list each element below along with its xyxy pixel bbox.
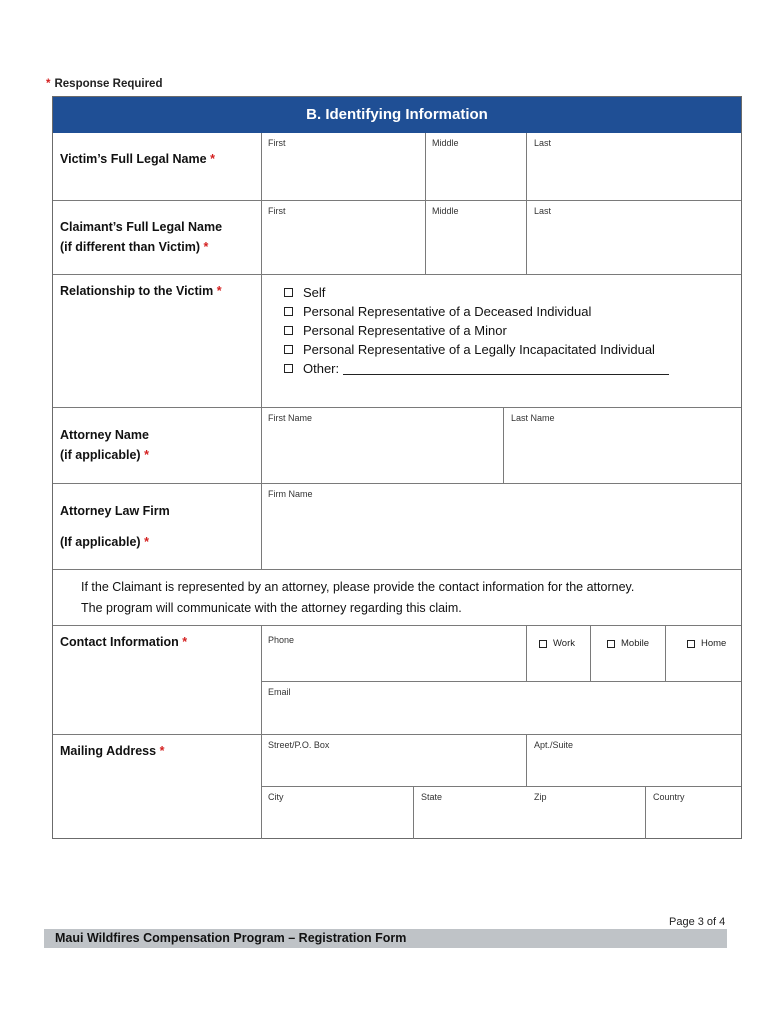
required-star: * [46, 78, 51, 90]
response-required-text: Response Required [54, 78, 163, 90]
response-required-note [46, 78, 162, 90]
city-field[interactable]: City [268, 792, 284, 802]
zip-field[interactable]: Zip [534, 792, 547, 802]
victim-middle-field[interactable]: Middle [432, 138, 459, 148]
option-minor[interactable]: Personal Representative of a Minor [284, 321, 669, 340]
option-incapacitated[interactable]: Personal Representative of a Legally Incapacitated Individual [284, 340, 669, 359]
checkbox[interactable] [284, 364, 293, 373]
claimant-last-field[interactable]: Last [534, 206, 552, 216]
state-field[interactable]: State [421, 792, 443, 802]
work-checkbox[interactable]: Work [539, 638, 575, 649]
section-title: B. Identifying Information [53, 97, 741, 133]
identifying-information-form [52, 96, 742, 839]
claimant-first-field[interactable]: First [268, 206, 286, 216]
firm-name-field[interactable]: Firm Name [268, 489, 313, 499]
option-self[interactable]: Self [284, 283, 669, 302]
attorney-name-label: Attorney Name (if applicable) * [60, 428, 149, 462]
option-deceased[interactable]: Personal Representative of a Deceased Individual [284, 302, 669, 321]
claimant-middle-field[interactable]: Middle [432, 206, 459, 216]
country-field[interactable]: Country [653, 792, 685, 802]
page-number: Page 3 of 4 [669, 916, 726, 928]
home-checkbox[interactable]: Home [687, 638, 726, 649]
attorney-contact-notice: If the Claimant is represented by an attorney, please provide the contact information for the attorney. The program will communicate with the attorney regarding this claim. [81, 580, 635, 615]
victim-name-label: Victim’s Full Legal Name * [60, 152, 215, 166]
relationship-options [284, 283, 669, 378]
apt-suite-field[interactable]: Apt./Suite [534, 740, 574, 750]
email-field[interactable]: Email [268, 687, 291, 697]
phone-field[interactable]: Phone [268, 635, 295, 645]
mobile-checkbox[interactable]: Mobile [607, 638, 649, 649]
other-input-line[interactable] [343, 363, 669, 375]
relationship-label: Relationship to the Victim * [60, 284, 222, 298]
footer-title: Maui Wildfires Compensation Program – Registration Form [55, 931, 407, 945]
street-field[interactable]: Street/P.O. Box [268, 740, 330, 750]
law-firm-applicable-label: (If applicable) * [60, 535, 149, 549]
option-other[interactable]: Other: [284, 359, 669, 378]
attorney-last-name-field[interactable]: Last Name [511, 413, 555, 423]
checkbox[interactable] [284, 307, 293, 316]
checkbox[interactable] [284, 345, 293, 354]
law-firm-label: Attorney Law Firm [60, 504, 170, 518]
victim-last-field[interactable]: Last [534, 138, 552, 148]
mailing-address-label: Mailing Address * [60, 744, 165, 758]
claimant-name-label: Claimant’s Full Legal Name (if different than Victim) * [60, 220, 223, 254]
contact-information-label: Contact Information * [60, 635, 188, 649]
attorney-first-name-field[interactable]: First Name [268, 413, 313, 423]
victim-first-field[interactable]: First [268, 138, 286, 148]
footer-bar [44, 929, 727, 948]
checkbox[interactable] [284, 288, 293, 297]
checkbox[interactable] [284, 326, 293, 335]
